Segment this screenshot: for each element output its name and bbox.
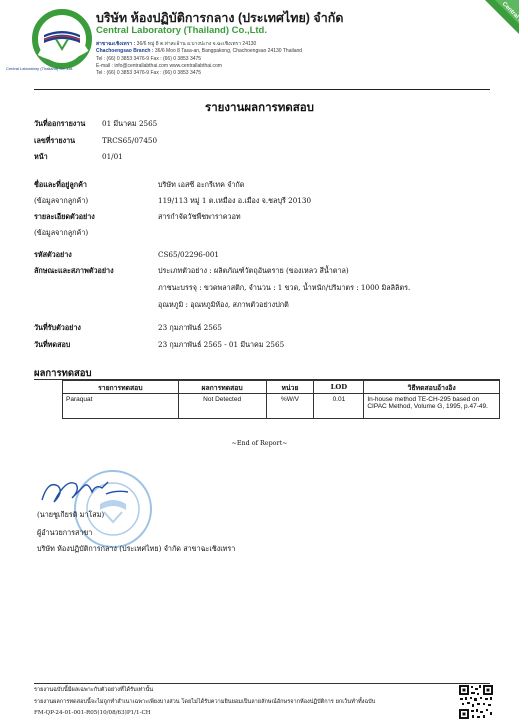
sample-nature-temp: อุณหภูมิ : อุณหภูมิห้อง, สภาพตัวอย่างปกติ xyxy=(158,300,289,309)
branch-address-english: Chachoengsao Branch : 36/6 Moo 8 Tasa-an, Bangpakong, Chachoengsao 24130 Thailand xyxy=(96,48,303,54)
test-date-value: 23 กุมภาพันธ์ 2565 - 01 มีนาคม 2565 xyxy=(158,340,285,349)
signer-name: (นายชูเกียรติ มาโสม) xyxy=(37,510,105,519)
signature-scribble xyxy=(36,472,132,512)
results-header-row xyxy=(63,381,500,394)
report-number-value: TRCS65/07450 xyxy=(102,136,158,145)
sample-nature-container: ภาชนะบรรจุ : ขวดพลาสติก, จำนวน : 1 ขวด, น้ำหนัก/ปริมาตร : 1000 มิลลิลิตร. xyxy=(158,283,411,292)
company-name-english: Central Laboratory (Thailand) Co.,Ltd. xyxy=(96,25,268,36)
logo-caption: Central Laboratory (Thailand) Co.,Ltd. xyxy=(6,66,74,71)
customer-name: บริษัท เอสซี อะกรีเทค จำกัด xyxy=(158,180,245,189)
cell-method: In-house method TE-CH-295 based on CIPAC Method, Volume G, 1995, p.47-49. xyxy=(364,394,500,419)
contact-phone-2: Tel : (66) 0 3853 3476-9 Fax : (66) 0 3853 3475 xyxy=(96,70,202,76)
signer-role: ผู้อำนวยการสาขา xyxy=(37,528,93,537)
footer-note-2: รายงานผลการทดสอบนี้จะไม่ถูกทำสำเนาเฉพาะเพียงบางส่วน โดยไม่ได้รับความยินยอมเป็นลายลักษณ์อักษรจากห้องปฏิบัติการ ยกเว้นทำทั้งฉบับ xyxy=(34,699,376,705)
sample-nature-label: ลักษณะและสภาพตัวอย่าง xyxy=(34,266,114,275)
corner-badge-label: Central Lab xyxy=(500,1,528,29)
report-title: รายงานผลการทดสอบ xyxy=(205,100,314,114)
customer-info-note: (ข้อมูลจากลูกค้า) xyxy=(34,196,89,205)
footer-divider xyxy=(34,683,490,684)
page-value: 01/01 xyxy=(102,152,123,161)
sample-nature-type: ประเภทตัวอย่าง : ผลิตภัณฑ์วัตถุอันตราย (ของเหลว สีน้ำตาล) xyxy=(158,266,349,275)
customer-address: 119/113 หมู่ 1 ต.เหมือง อ.เมือง จ.ชลบุรี 20130 xyxy=(158,196,312,205)
sample-detail-value: สารกำจัดวัชพืชพาราควอท xyxy=(158,212,241,221)
col-header-method: วิธีทดสอบอ้างอิง xyxy=(364,381,500,394)
col-header-unit: หน่วย xyxy=(266,381,314,394)
cell-unit: %W/V xyxy=(266,394,314,419)
qr-code xyxy=(458,684,494,720)
customer-label: ชื่อและที่อยู่ลูกค้า xyxy=(34,180,87,189)
header-divider xyxy=(34,89,490,90)
table-row xyxy=(63,394,500,419)
end-of-report: ~End of Report~ xyxy=(231,439,288,447)
col-header-lod: LOD xyxy=(314,381,364,394)
received-date-value: 23 กุมภาพันธ์ 2565 xyxy=(158,323,222,332)
footer-note-1: รายงานฉบับนี้มีผลเฉพาะกับตัวอย่างที่ได้รับเท่านั้น xyxy=(34,687,154,693)
contact-phone-1: Tel : (66) 0 3853 3476-9 Fax : (66) 0 3853 3475 xyxy=(96,56,202,62)
branch-address-thai: สาขาฉะเชิงเทรา : 36/6 หมู่ 8 ต.ท่าสะอ้าน อ.บางปะกง จ.ฉะเชิงเทรา 24130 xyxy=(96,41,257,47)
results-section-title: ผลการทดสอบ xyxy=(34,368,92,379)
footer-form-code: FM-QP-24-01-001-R05(10/08/63)P1/1-CH xyxy=(34,710,151,716)
cell-test-item: Paraquat xyxy=(63,394,179,419)
issue-date-label: วันที่ออกรายงาน xyxy=(34,119,86,128)
signer-company: บริษัท ห้องปฏิบัติการกลาง (ประเทศไทย) จำกัด สาขาฉะเชิงเทรา xyxy=(37,544,236,553)
test-date-label: วันที่ทดสอบ xyxy=(34,340,71,349)
cell-result: Not Detected xyxy=(178,394,266,419)
report-number-label: เลขที่รายงาน xyxy=(34,136,76,145)
company-name-thai: บริษัท ห้องปฏิบัติการกลาง (ประเทศไทย) จำกัด xyxy=(96,11,344,25)
results-table xyxy=(62,380,500,419)
sample-code-value: CS65/02296-001 xyxy=(158,250,220,259)
cell-lod: 0.01 xyxy=(314,394,364,419)
sample-code-label: รหัสตัวอย่าง xyxy=(34,250,72,259)
received-date-label: วันที่รับตัวอย่าง xyxy=(34,323,81,332)
contact-email: E-mail : info@centrallabthai.com www.centrallabthai.com xyxy=(96,63,222,69)
issue-date-value: 01 มีนาคม 2565 xyxy=(102,119,158,128)
sample-detail-label: รายละเอียดตัวอย่าง xyxy=(34,212,95,221)
col-header-result: ผลการทดสอบ xyxy=(178,381,266,394)
col-header-test-item: รายการทดสอบ xyxy=(63,381,179,394)
sample-info-note: (ข้อมูลจากลูกค้า) xyxy=(34,228,89,237)
page-label: หน้า xyxy=(34,152,48,161)
